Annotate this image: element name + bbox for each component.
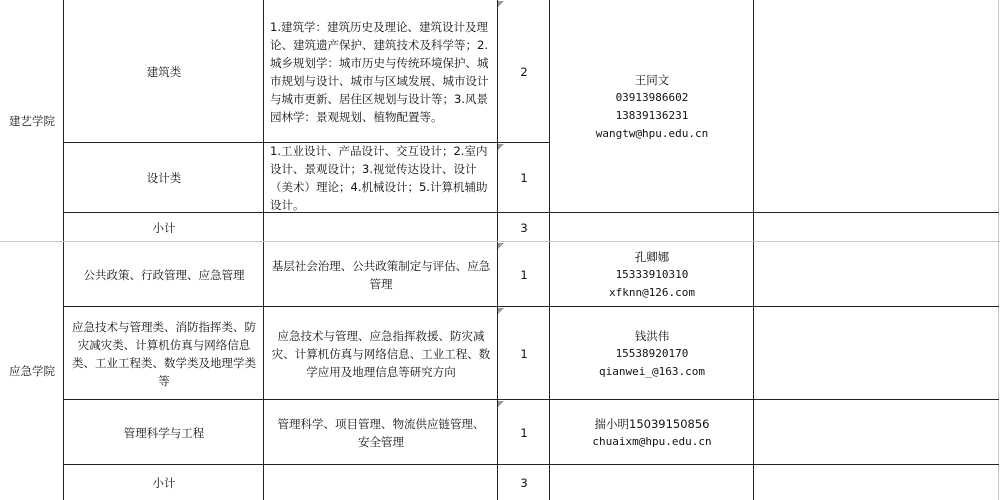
- grid-line: [0, 241, 1000, 242]
- contact-name-phone: 揣小明15039150856: [594, 416, 710, 431]
- grid-line: [63, 142, 550, 143]
- grid-line: [497, 0, 498, 500]
- count-cell: 1: [520, 171, 528, 185]
- contact-cell: [550, 307, 754, 400]
- category-cell: 建筑类: [146, 64, 182, 79]
- grid-line: [63, 306, 999, 307]
- grid-line: [998, 0, 999, 500]
- grid-line: [549, 0, 550, 500]
- directions-cell: 基层社会治理、公共政策制定与评估、应急管理: [271, 258, 491, 291]
- subtotal-count: 3: [520, 475, 528, 490]
- cell-marker: [498, 144, 504, 150]
- directions-cell: 1.工业设计、产品设计、交互设计；2.室内设计、景观设计；3.视觉传达设计、设计（美术）理论；4.机械设计；5.计算机辅助设计。: [270, 144, 488, 212]
- college-name: 应急学院: [9, 364, 55, 378]
- grid-line: [63, 464, 999, 465]
- grid-line: [63, 212, 999, 213]
- cell-marker: [498, 1, 504, 7]
- category-cell: 公共政策、行政管理、应急管理: [83, 267, 245, 282]
- cell-marker: [498, 401, 504, 407]
- contact-email: chuaixm@hpu.edu.cn: [592, 434, 712, 448]
- grid-line: [753, 0, 754, 500]
- category-cell: 应急技术与管理类、消防指挥类、防灾减灾类、计算机仿真与网络信息类、工业工程类、数学类及地理学类等: [72, 319, 256, 388]
- subtotal-label: 小计: [152, 475, 176, 490]
- contact-phone: 03913986602: [615, 90, 689, 104]
- cell-marker: [498, 308, 504, 314]
- directions-cell: 应急技术与管理、应急指挥救援、防灾减灾、计算机仿真与网络信息、工业工程、数学应用及地理信息等研究方向: [271, 328, 491, 379]
- contact-name: 钱洪伟: [634, 328, 670, 343]
- contact-cell: [550, 400, 754, 465]
- cell-marker: [498, 243, 504, 249]
- college-name: 建艺学院: [9, 114, 55, 128]
- directions-cell: 1.建筑学：建筑历史及理论、建筑设计及理论、建筑遗产保护、建筑技术及科学等；2.城乡规划学：城市历史与传统环境保护、城市规划与设计、城市与区域发展、城市设计与城市更新、居住区规划与设计等；3.风景园林学：景观规划、植物配置等。: [270, 19, 489, 124]
- subtotal-label: 小计: [152, 220, 176, 235]
- category-cell: 设计类: [146, 171, 182, 185]
- contact-email: xfknn@126.com: [608, 285, 696, 299]
- grid-line: [63, 0, 64, 500]
- count-cell: 1: [520, 346, 528, 361]
- contact-phone: 15538920170: [615, 346, 689, 360]
- grid-line: [63, 399, 999, 400]
- count-cell: 2: [520, 64, 528, 79]
- contact-email: qianwei_@163.com: [599, 364, 705, 378]
- grid-line: [263, 0, 264, 500]
- contact-email: wangtw@hpu.edu.cn: [595, 126, 709, 140]
- directions-cell: 管理科学、项目管理、物流供应链管理、安全管理: [277, 416, 485, 449]
- contact-name: 孔卿娜: [634, 249, 670, 264]
- subtotal-count: 3: [520, 220, 528, 235]
- count-cell: 1: [520, 425, 528, 440]
- contact-cell: [550, 0, 754, 213]
- contact-name: 王同文: [634, 72, 670, 87]
- category-cell: 管理科学与工程: [123, 425, 205, 440]
- count-cell: 1: [520, 267, 528, 282]
- contact-cell: [550, 242, 754, 307]
- contact-phone: 15333910310: [615, 267, 689, 281]
- contact-phone: 13839136231: [615, 108, 689, 122]
